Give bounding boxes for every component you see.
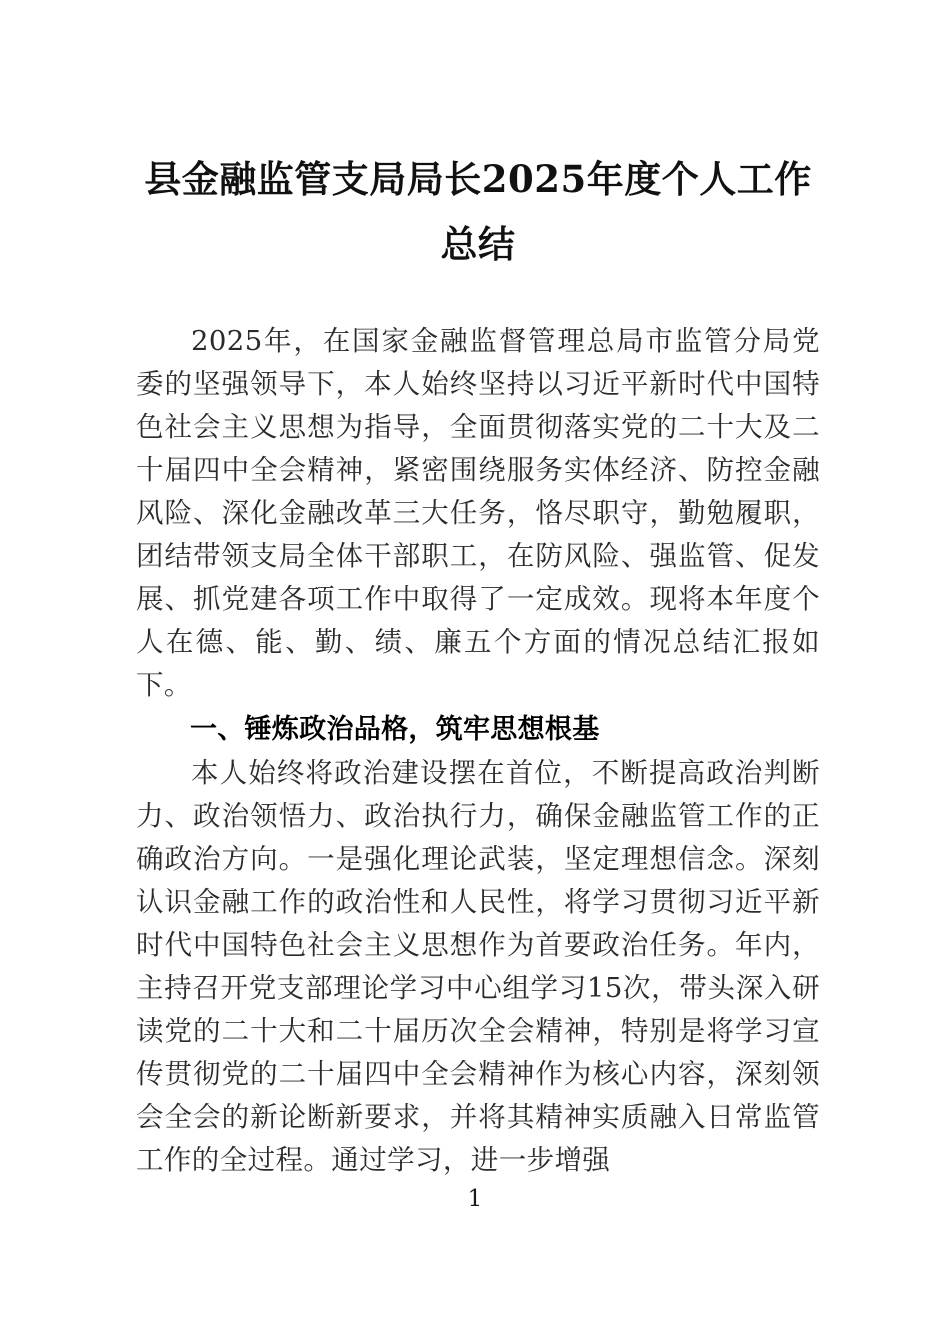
- body-paragraph-section-1: 本人始终将政治建设摆在首位，不断提高政治判断力、政治领悟力、政治执行力，确保金融监管工作的正确政治方向。一是强化理论武装，坚定理想信念。深刻认识金融工作的政治性和人民性，将学习贯彻习近平新时代中国特色社会主义思想作为首要政治任务。年内，主持召开党支部理论学习中心组学习15次，带头深入研读党的二十大和二十届历次全会精神，特别是将学习宣传贯彻党的二十届四中全会精神作为核心内容，深刻领会全会的新论断新要求，并将其精神实质融入日常监管工作的全过程。通过学习，进一步增强: [136, 757, 820, 1176]
- section-heading-1: 一、锤炼政治品格，筑牢思想根基: [190, 714, 600, 745]
- document-content-column: [136, 0, 820, 1182]
- body-paragraph-intro: 2025年，在国家金融监督管理总局市监管分局党委的坚强领导下，本人始终坚持以习近平新时代中国特色社会主义思想为指导，全面贯彻落实党的二十大及二十届四中全会精神，紧密围绕服务实体经济、防控金融风险、深化金融改革三大任务，恪尽职守，勤勉履职，团结带领支局全体干部职工，在防风险、强监管、促发展、抓党建各项工作中取得了一定成效。现将本年度个人在德、能、勤、绩、廉五个方面的情况总结汇报如下。: [136, 325, 820, 701]
- page-number-footer: 1: [467, 1186, 483, 1212]
- page-title: 县金融监管支局局长2025年度个人工作总结: [144, 157, 812, 266]
